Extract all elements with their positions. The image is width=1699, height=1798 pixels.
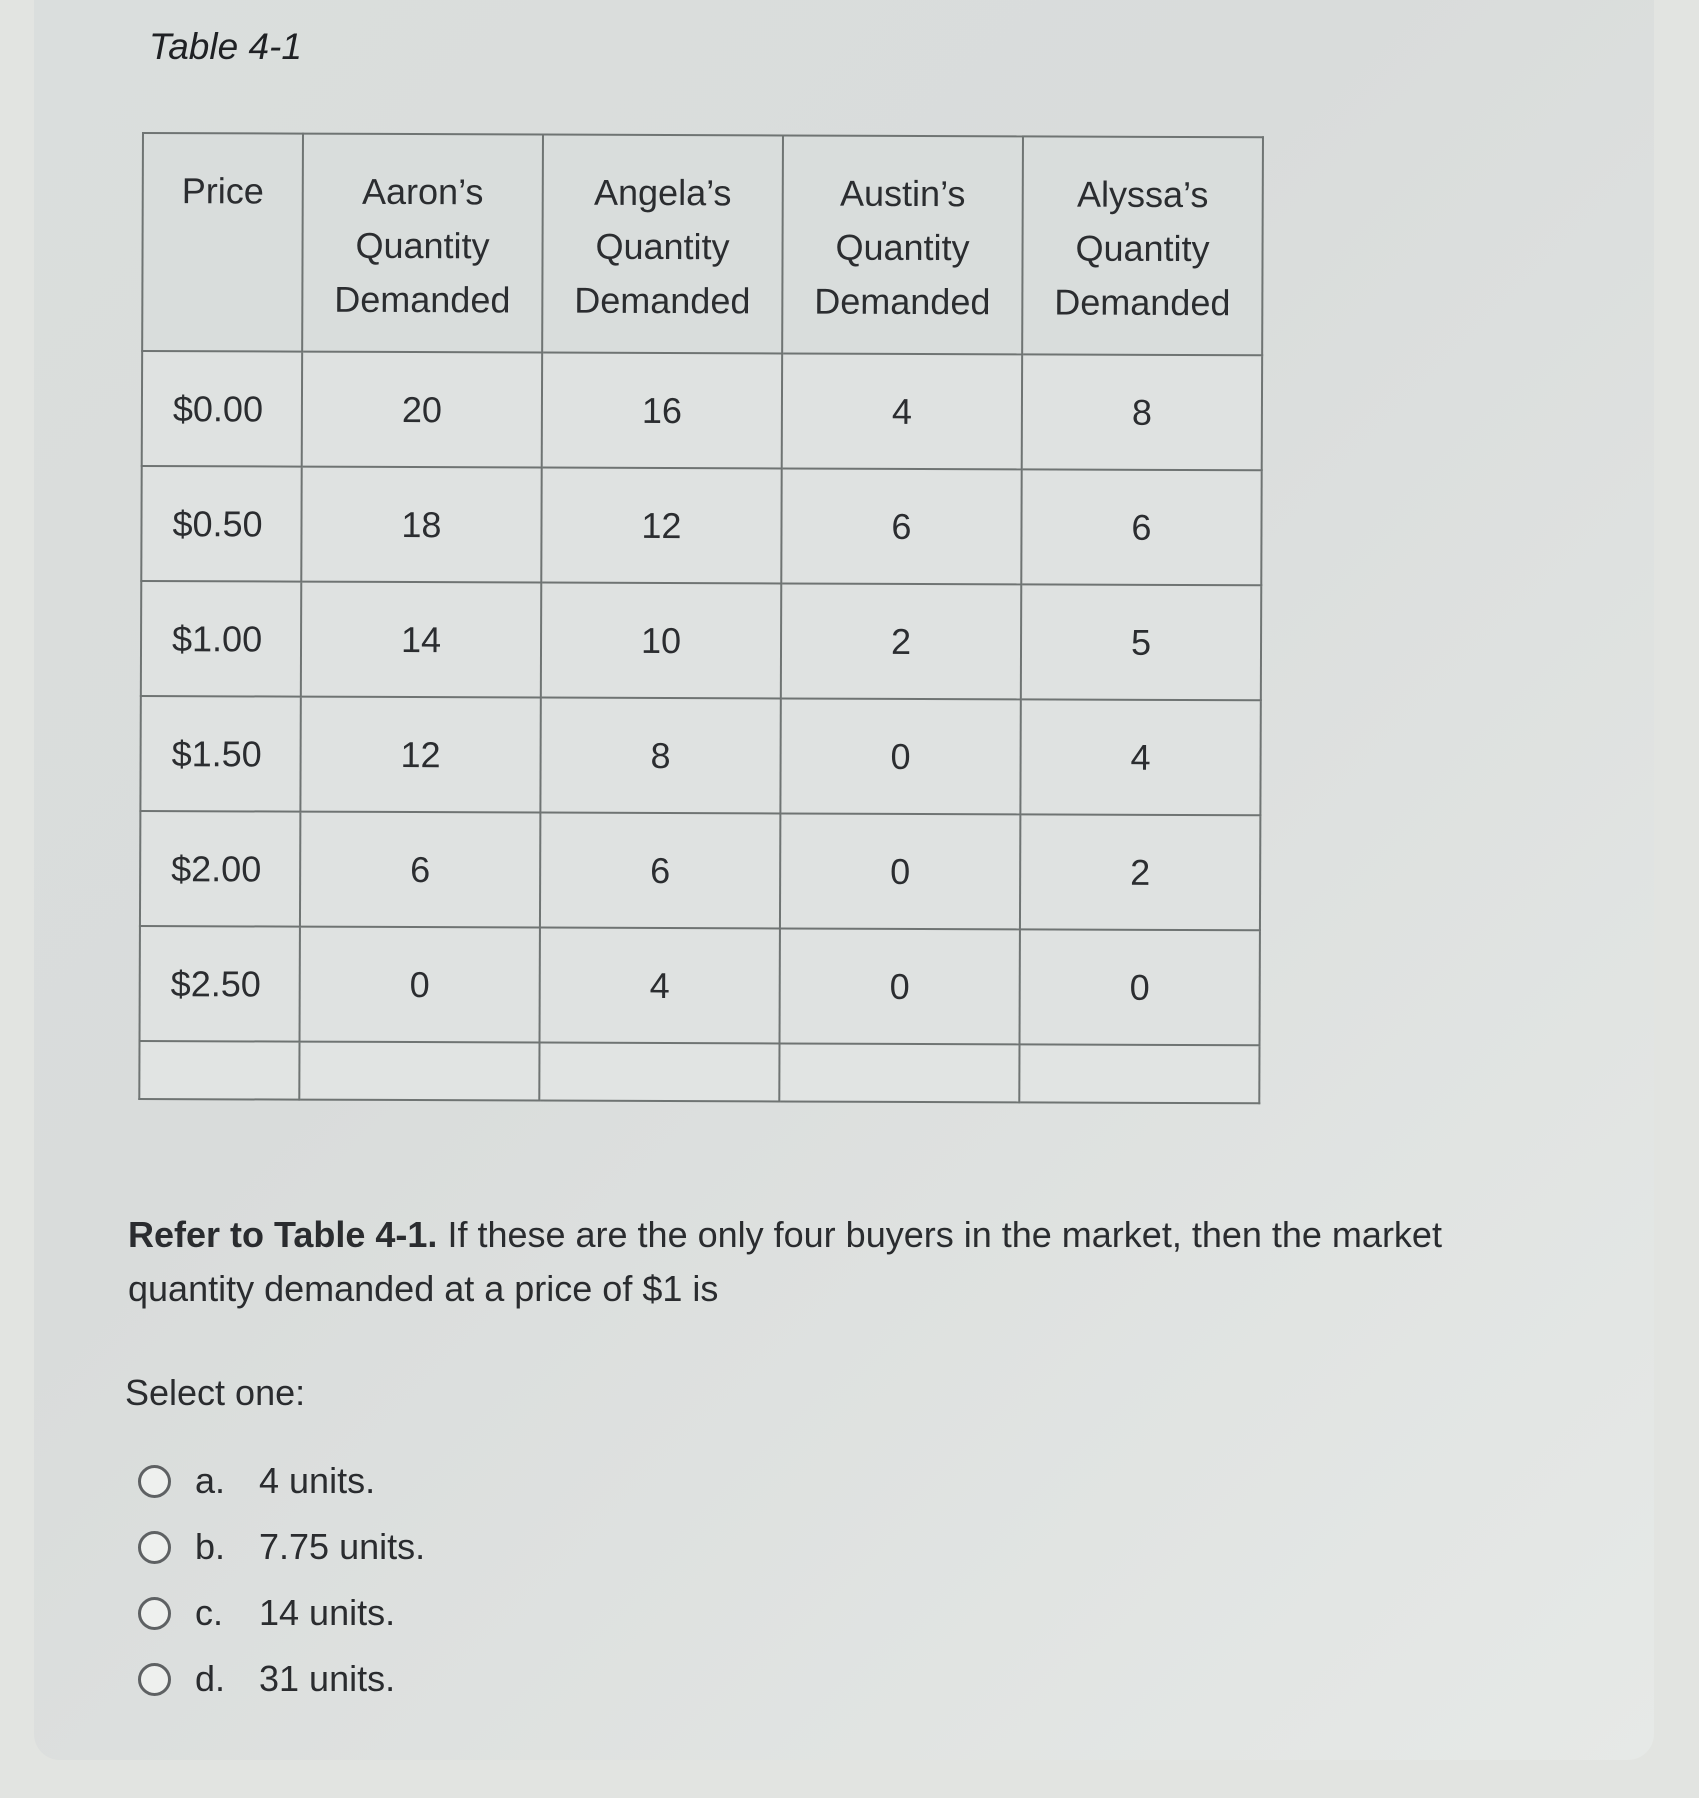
header-aaron: Aaron’s Quantity Demanded [302,134,543,353]
option-letter: a. [195,1460,226,1501]
price-cell: $0.00 [142,351,302,467]
table-row [141,466,1261,585]
alyssa-cell: 2 [1020,814,1260,930]
option-text: 4 units. [259,1460,376,1501]
table-header-row [142,133,1263,355]
table-row [142,351,1262,470]
empty-table-row [139,1041,1259,1103]
angela-cell: 8 [540,698,780,814]
option-letter: b. [195,1526,226,1567]
angela-cell: 6 [540,813,780,929]
option-text: 31 units. [259,1658,396,1699]
question-body: If these are the only four buyers in the market, then the market quantity demanded at a price of $1 is [128,1214,1442,1309]
alyssa-cell: 5 [1021,584,1261,700]
table-row [141,581,1261,700]
question-text [128,1208,1548,1316]
header-alyssa: Alyssa’s Quantity Demanded [1022,136,1263,355]
option-letter: d. [195,1658,226,1699]
table-row [140,926,1260,1045]
demand-table [138,132,1264,1104]
alyssa-cell: 6 [1021,469,1261,585]
price-cell: $0.50 [141,466,301,582]
table-title: Table 4-1 [149,26,302,67]
table-row [140,696,1260,815]
alyssa-cell: 4 [1020,699,1260,815]
austin-cell: 0 [780,813,1020,929]
austin-cell: 4 [782,353,1022,469]
option-text: 14 units. [259,1592,396,1633]
empty-cell [299,1042,539,1101]
table-row [140,811,1260,930]
option-letter: c. [195,1592,224,1633]
radio-button-icon[interactable] [138,1597,171,1630]
aaron-cell: 0 [300,927,540,1043]
aaron-cell: 20 [302,352,542,468]
empty-cell [539,1043,779,1102]
empty-cell [139,1041,299,1100]
header-angela: Angela’s Quantity Demanded [542,135,783,354]
angela-cell: 10 [541,583,781,699]
radio-button-icon[interactable] [138,1531,171,1564]
angela-cell: 4 [540,928,780,1044]
header-austin: Austin’s Quantity Demanded [782,135,1023,354]
alyssa-cell: 0 [1020,929,1260,1045]
header-price: Price [142,133,303,352]
radio-button-icon[interactable] [138,1465,171,1498]
empty-cell [1019,1044,1259,1103]
austin-cell: 0 [780,928,1020,1044]
answer-option-a[interactable] [138,1448,425,1514]
austin-cell: 2 [781,583,1021,699]
radio-button-icon[interactable] [138,1663,171,1696]
answer-option-b[interactable] [138,1514,425,1580]
price-cell: $2.50 [140,926,300,1042]
angela-cell: 16 [542,353,782,469]
question-reference: Refer to Table 4-1. [128,1214,438,1255]
answer-options [138,1448,425,1712]
alyssa-cell: 8 [1022,354,1262,470]
select-one-label: Select one: [125,1372,306,1413]
aaron-cell: 12 [300,697,540,813]
price-cell: $2.00 [140,811,300,927]
option-text: 7.75 units. [259,1526,426,1567]
answer-option-d[interactable] [138,1646,425,1712]
price-cell: $1.00 [141,581,301,697]
price-cell: $1.50 [140,696,300,812]
answer-option-c[interactable] [138,1580,425,1646]
austin-cell: 0 [780,698,1020,814]
question-card [34,0,1654,1760]
aaron-cell: 18 [301,467,541,583]
austin-cell: 6 [781,468,1021,584]
angela-cell: 12 [541,468,781,584]
aaron-cell: 14 [301,582,541,698]
empty-cell [779,1043,1019,1102]
aaron-cell: 6 [300,812,540,928]
